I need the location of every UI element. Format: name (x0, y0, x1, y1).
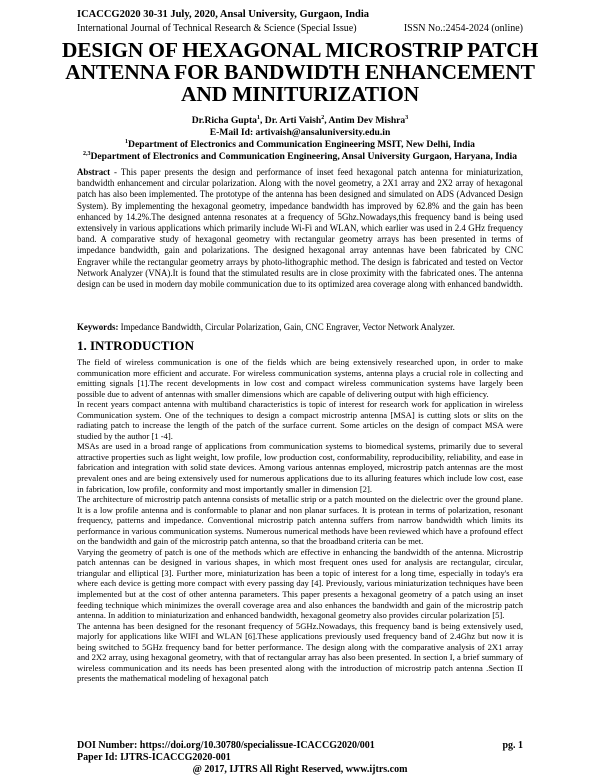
issn: ISSN No.:2454-2024 (online) (403, 23, 523, 34)
body-paragraph: MSAs are used in a broad range of applications from communication systems to biomedical systems, primarily due to several attractive properties such as light weight, low profile, low production cost, conformability, reproducibility, reliability, and ease in fabrication and integration with solid state devices. Among various antennas employed, microstrip patch antennas are the most prevalent ones and are being extensively used for numerous applications due to its alluring features which include low cost, ease in fabrication, low profile, conformity and most importantly smaller in dimension [2]. (77, 441, 523, 494)
author-separator: , (324, 115, 329, 126)
doi-link[interactable]: DOI Number: https://doi.org/10.30780/specialissue-ICACCG2020/001 (77, 740, 375, 751)
contact-email: E-Mail Id: artivaish@ansaluniversity.edu.in (209, 127, 391, 138)
keywords (77, 322, 523, 333)
body-paragraph: Varying the geometry of patch is one of the methods which are effective in enhancing the bandwidth of the antenna. Microstrip patch antennas can be designed in various shapes, in which most frequent ones used for analysis are rectangular, circular, triangular and elliptical [3]. Further more, miniaturization has been a topic of interest for a long time, especially in today's era where each device is getting more compact with every passing day [4]. Previously, various miniaturization techniques have been implemented but at the cost of other antenna parameters. This paper presents a hexagonal geometry of a patch using an inset feeding technique which minimizes the overall coverage area and also enhances the bandwidth and gain of the microstrip patch antenna. In addition to miniaturization and enhanced bandwidth, hexagonal geometry also provides circular polarization [5]. (77, 546, 523, 621)
body-paragraph: The architecture of microstrip patch antenna consists of metallic strip or a patch mounted on the dielectric over the ground plane. It is a low profile antenna and is conformable to planar and non planar surfaces. It is protean in terms of polarization, resonant frequency, patterns and impedance. Conventional microstrip patch antenna suffers from narrow bandwidth which limits its performance in various communication systems. Numerous numerical methods have been reviewed which have a profound effect on the bandwidth and gain of the microstrip patch antenna, so that the broadband criteria can be met. (77, 494, 523, 547)
affiliation-sup: 2,3 (83, 151, 91, 157)
author-sup: 2 (321, 115, 325, 121)
paper-id: Paper Id: IJTRS-ICACCG2020-001 (77, 752, 231, 763)
keywords-text: Impedance Bandwidth, Circular Polarization, Gain, CNC Engraver, Vector Network Analyzer. (118, 322, 455, 332)
abstract-text: - This paper presents the design and performance of inset feed hexagonal patch antenna for miniaturization, bandwidth enhancement and circular polarization. Along with the novel geometry, a 2X1 array and 2X2 array of hexagonal patch has also been implemented. The prototype of the antenna has been designed and simulated on ADS (Advanced Design System). By implementing the hexagonal geometry, impedance bandwidth has improved by 62.8% and the gain has been enhanced by 14.2%.The designed antenna resonates at a frequency of 5Ghz.Nowadays,this frequency band is being used extensively in various applications which primarily include Wi-Fi and WLAN, which earlier was used in 2.4 GHz frequency band. A comparative study of hexagonal geometry with rectangular geometry arrays has been presented in terms of impedance bandwidth, gain and polarizations. The designed hexagonal array antennas have been fabricated by CNC Engraver while the rectangular geometry arrays by photo-lithographic method. The design is fabricated and tested on Vector Network Analyzer (VNA).It is found that the stimulated results are in close proximity with the fabricated ones. The antenna design can be used in modern day mobile communication due to its optimized area coverage along with enhanced bandwidth. (77, 167, 523, 290)
body-paragraph: The antenna has been designed for the resonant frequency of 5GHz.Nowadays, this frequency band is being extensively used, majorly for applications like WIFI and WLAN [6].These applications previously used frequency band of 2.4Ghz but now it is being switched to 5GHz frequency band for better performance. The design along with the comparative analysis of 2X1 array and 2X2 array, using hexagonal geometry, with that of rectangular array has also been presented. In section I, a brief summary of wireless communication and its needs has been presented along with the introduction of microstrip patch antenna .Section II presents the mathematical modeling of hexagonal patch (77, 620, 523, 684)
conference-header: ICACCG2020 30-31 July, 2020, Ansal University, Gurgaon, India (77, 9, 370, 20)
paper-title: DESIGN OF HEXAGONAL MICROSTRIP PATCH ANTENNA FOR BANDWIDTH ENHANCEMENT AND MINITURIZATION (61, 38, 539, 106)
body-paragraph: In recent years compact antenna with multiband characteristics is topic of interest for research work for application in wireless Communication system. One of the techniques to design a compact microstrip antenna [MSA] is cutting slots or slits on the radiating patch to increase the length of the patch of the surface current. Some articles on the design of compact MSA were studied by the author [1 -4]. (77, 399, 523, 441)
section-heading: 1. INTRODUCTION (77, 338, 195, 353)
affiliation-sup: 1 (125, 139, 129, 145)
author-separator: , (259, 115, 265, 126)
author-list (60, 115, 540, 127)
author-sup: 3 (405, 115, 409, 121)
affiliation (60, 139, 540, 151)
affiliation-text: Department of Electronics and Communication Engineering MSIT, New Delhi, India (128, 139, 475, 150)
copyright: @ 2017, IJTRS All Right Reserved, www.ijtrs.com (192, 764, 408, 775)
author-sup: 1 (256, 115, 260, 121)
body-paragraph: The field of wireless communication is one of the fields which are being extensively researched upon, in order to make communication more efficient and accurate. For wireless communication systems, antenna plays a crucial role in collecting and emitting signals [1].The recent developments in low cost and compact wireless communication systems have largely been possible due to advent of antennas with smaller dimensions which are capable of delivering output with high efficiency. (77, 357, 523, 399)
keywords-label: Keywords: (77, 322, 119, 332)
abstract (77, 167, 523, 290)
author-name: Antim Dev Mishra (328, 115, 406, 126)
author-name: Dr. Arti Vaish (264, 115, 322, 126)
author-name: Dr.Richa Gupta (191, 115, 257, 126)
affiliation (60, 151, 540, 163)
page-number: pg. 1 (502, 740, 523, 751)
abstract-label: Abstract (77, 167, 111, 177)
footer-doi-line (77, 740, 523, 751)
journal-name: International Journal of Technical Research & Science (Special Issue) (77, 23, 357, 34)
section-body (77, 357, 523, 746)
journal-header (77, 23, 523, 34)
affiliation-text: Department of Electronics and Communication Engineering, Ansal University Gurgaon, Haryana, India (90, 151, 517, 162)
